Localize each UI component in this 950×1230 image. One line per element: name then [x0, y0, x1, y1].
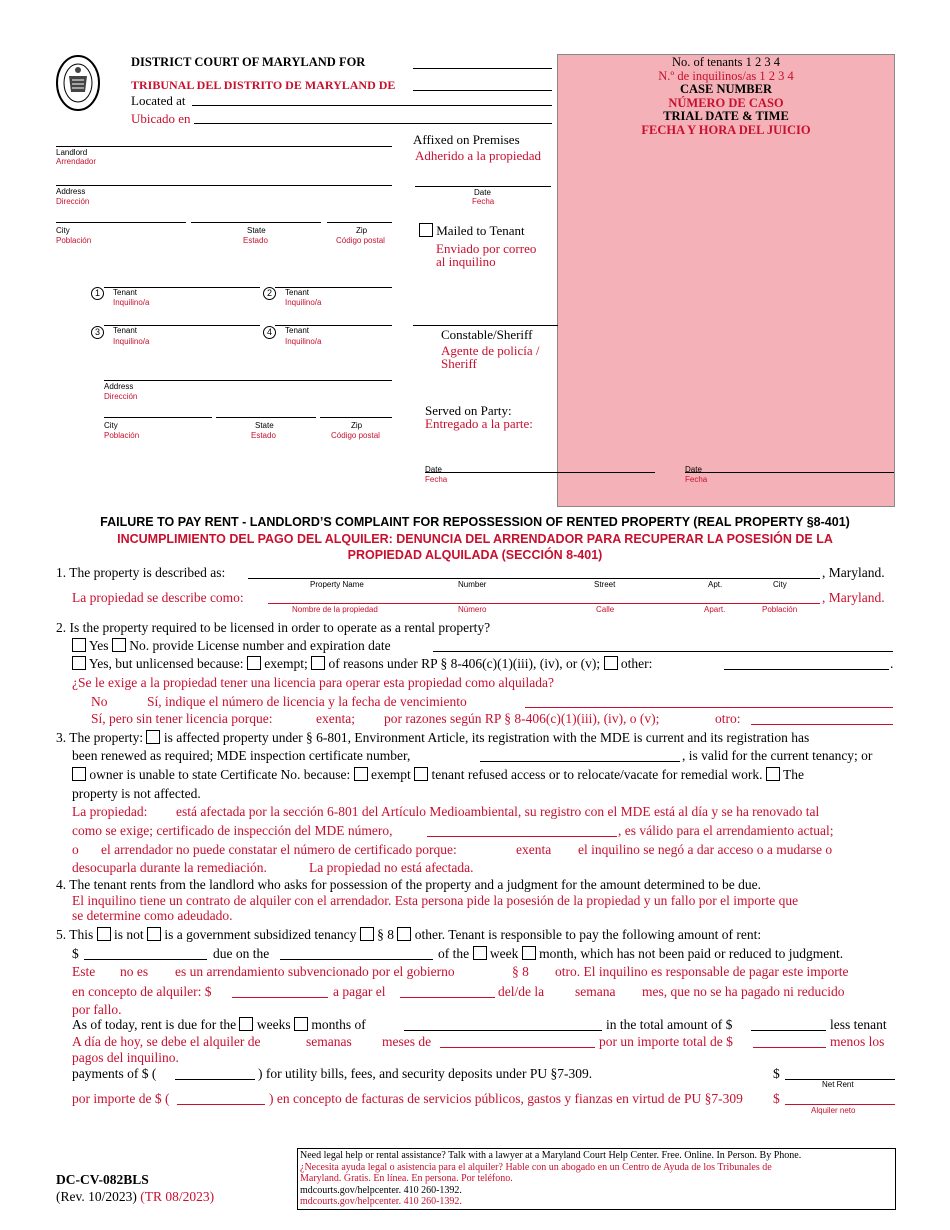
landlord-state-line[interactable] — [191, 222, 321, 223]
q5-today: As of today, rent is due for the — [72, 1017, 237, 1032]
mailed-row[interactable] — [419, 223, 525, 239]
court-county-line-es — [413, 90, 552, 91]
q2-exempt-checkbox[interactable] — [247, 656, 261, 670]
constable-label-en: Constable/Sheriff — [441, 327, 533, 342]
q3-es-2a: como se exige; certificado de inspección del MDE número, — [72, 823, 393, 838]
trial-date-label-en: TRIAL DATE & TIME — [663, 109, 789, 123]
q3-es-2b: , es válido para el arrendamiento actual; — [618, 823, 834, 838]
q2-other-checkbox[interactable] — [604, 656, 618, 670]
landlord-city-es: Población — [56, 236, 92, 245]
q5-net-dollar-es: $ — [773, 1091, 780, 1106]
rent-amount-line[interactable] — [84, 959, 207, 960]
tenant-1-label-es: Inquilino/a — [113, 298, 150, 307]
tenant-4-number: 4 — [263, 326, 276, 339]
q3-row-3 — [72, 767, 804, 783]
q5-total: in the total amount of $ — [606, 1017, 733, 1032]
tenant-zip-es: Código postal — [331, 431, 380, 440]
q3-owner-unable-checkbox[interactable] — [72, 767, 86, 781]
case-number-label-es: NÚMERO DE CASO — [668, 95, 784, 110]
tenant-3-label-es: Inquilino/a — [113, 337, 150, 346]
landlord-address-en: Address — [56, 187, 86, 196]
q3-label-g: tenant refused access or to relocate/vacate for remedial work. — [431, 767, 763, 782]
located-line[interactable] — [192, 105, 552, 106]
q5-is-a-checkbox[interactable] — [147, 927, 161, 941]
q1-label-es: La propiedad se describe como: — [72, 590, 244, 605]
q1-maryland-en: , Maryland. — [822, 565, 885, 580]
affixed-date-es: Fecha — [472, 197, 495, 206]
months-of-line[interactable] — [404, 1030, 602, 1031]
q4-label-es-1: El inquilino tiene un contrato de alquiler con el arrendador. Esta persona pide la posesión de la propiedad y un fallo por el importe que — [72, 893, 799, 908]
months-of-line-es — [440, 1047, 595, 1048]
property-description-line-es — [268, 603, 820, 604]
apt-es: Apart. — [704, 605, 726, 614]
number-en: Number — [458, 580, 487, 589]
q5-s8: § 8 — [377, 927, 394, 942]
property-description-line[interactable] — [248, 578, 820, 579]
q3-label-i: property is not affected. — [72, 786, 201, 801]
q2-es-si: Sí, indique el número de licencia y la fecha de vencimiento — [147, 694, 467, 709]
number-es: Número — [458, 605, 487, 614]
landlord-zip-line[interactable] — [327, 222, 392, 223]
served-date-line-2[interactable] — [685, 472, 894, 473]
tenant-state-line[interactable] — [216, 417, 316, 418]
served-date-2-en: Date — [685, 465, 702, 474]
trial-date-label-es: FECHA Y HORA DEL JUICIO — [641, 122, 811, 137]
q3-label-e: owner is unable to state Certificate No. because: — [89, 767, 351, 782]
form-tr: (TR 08/2023) — [140, 1189, 215, 1204]
located-label-es: Ubicado en — [131, 111, 191, 126]
landlord-label-es: Arrendador — [56, 157, 97, 166]
q5-is-not: is not — [114, 927, 144, 942]
property-name-es: Nombre de la propiedad — [292, 605, 378, 614]
tenant-3-number: 3 — [91, 326, 104, 339]
mailed-label-es-2: al inquilino — [436, 254, 496, 269]
q5-payments: payments of $ ( — [72, 1066, 157, 1081]
help-url-en[interactable]: mdcourts.gov/helpcenter. 410 260-1392. — [300, 1184, 462, 1196]
served-label-es: Entregado a la parte: — [425, 416, 533, 431]
tenant-4-label-en: Tenant — [285, 326, 310, 335]
q5-es-del: del/de la — [498, 984, 545, 999]
q5-es-menos: menos los — [830, 1034, 885, 1049]
served-date-line-1[interactable] — [425, 472, 655, 473]
q2-row-1 — [72, 638, 391, 654]
tenant-address-en: Address — [104, 382, 134, 391]
q3-refused-checkbox[interactable] — [414, 767, 428, 781]
q3-es-3d: el inquilino se negó a dar acceso o a mudarse o — [578, 842, 833, 857]
court-county-line[interactable] — [413, 68, 552, 69]
q5-utility: ) for utility bills, fees, and security deposits under PU §7-309. — [258, 1066, 593, 1081]
property-name-en: Property Name — [310, 580, 364, 589]
license-number-line[interactable] — [433, 651, 893, 652]
served-label-en: Served on Party: — [425, 403, 512, 418]
q5-es-pagar: a pagar el — [333, 984, 386, 999]
affixed-date-en: Date — [474, 188, 491, 197]
affixed-label-en: Affixed on Premises — [413, 132, 520, 147]
q2-label-es: ¿Se le exige a la propiedad tener una licencia para operar esta propiedad como alquilada? — [72, 675, 555, 690]
q5-s8-checkbox[interactable] — [360, 927, 374, 941]
rent-due-day-line[interactable] — [280, 959, 433, 960]
q5-week-checkbox[interactable] — [473, 946, 487, 960]
q5-due-on: due on the — [213, 946, 270, 961]
tenants-count-en: No. of tenants 1 2 3 4 — [672, 55, 780, 69]
q5-row-2b — [438, 946, 843, 962]
total-amount-line[interactable] — [751, 1030, 826, 1031]
help-text-en: Need legal help or rental assistance? Talk with a lawyer at a Maryland Court Help Center. Free. Online. In Person. By Phone. — [300, 1150, 802, 1161]
tenant-address-line[interactable] — [104, 380, 392, 381]
court-title-es: TRIBUNAL DEL DISTRITO DE MARYLAND DE — [131, 78, 396, 92]
q2-period: . — [890, 656, 894, 671]
q2-label-en: 2. Is the property required to be licensed in order to operate as a rental property? — [56, 620, 491, 635]
q5-row-today — [72, 1017, 366, 1033]
net-rent-label-es: Alquiler neto — [811, 1106, 856, 1115]
q5-weeks-checkbox[interactable] — [239, 1017, 253, 1031]
q2-yes-label: Yes — [88, 638, 109, 653]
form-number: DC-CV-082BLS — [56, 1172, 149, 1187]
q5-month-checkbox[interactable] — [522, 946, 536, 960]
q2-es-otro: otro: — [715, 711, 741, 726]
rent-due-day-line-es — [400, 997, 495, 998]
q3-es-3c: exenta — [516, 842, 552, 857]
q5-es-porimporte: por importe de $ ( — [72, 1091, 170, 1106]
q5-is-not-checkbox[interactable] — [97, 927, 111, 941]
q2-yes-checkbox[interactable] — [72, 638, 86, 652]
rent-amount-line-es — [232, 997, 328, 998]
tenant-payments-line-es — [177, 1104, 265, 1105]
q5-week: week — [489, 946, 519, 961]
tenants-count-es: N.º de inquilinos/as 1 2 3 4 — [658, 68, 794, 83]
form-revision — [56, 1189, 214, 1205]
q2-no-checkbox[interactable] — [112, 638, 126, 652]
tenant-city-es: Población — [104, 431, 140, 440]
net-rent-label-en: Net Rent — [822, 1080, 854, 1089]
city-es: Población — [762, 605, 798, 614]
constable-label-es-1: Agente de policía / — [441, 343, 540, 358]
q2-other-line[interactable] — [724, 669, 889, 670]
q5-es-importe: por un importe total de $ — [599, 1034, 733, 1049]
help-url-es[interactable]: mdcourts.gov/helpcenter. 410 260-1392. — [300, 1196, 462, 1207]
q3-row-1 — [56, 730, 809, 746]
q5-es-dia: A día de hoy, se debe el alquiler de — [72, 1034, 261, 1049]
tenant-address-es: Dirección — [104, 392, 138, 401]
q1-maryland-es: , Maryland. — [822, 590, 885, 605]
q5-es-fallo: por fallo. — [72, 1002, 122, 1017]
tenant-2-label-en: Tenant — [285, 288, 310, 297]
landlord-address-line[interactable] — [56, 185, 392, 186]
q5-month: month, which has not been paid or reduced to judgment. — [539, 946, 844, 961]
q5-es-otro: otro. El inquilino es responsable de pagar este importe — [555, 964, 849, 979]
q3-label-f: exempt — [371, 767, 411, 782]
tenant-city-line[interactable] — [104, 417, 212, 418]
q2-other-label: other: — [620, 656, 653, 671]
mde-certificate-line[interactable] — [480, 761, 680, 762]
q2-exempt-label: exempt; — [264, 656, 308, 671]
q3-es-3b: el arrendador no puede constatar el número de certificado porque: — [101, 842, 457, 857]
q5-weeks: weeks — [256, 1017, 291, 1032]
q5-is-a: is a government subsidized tenancy — [164, 927, 357, 942]
tenant-zip-line[interactable] — [320, 417, 392, 418]
net-rent-line-es — [785, 1104, 895, 1105]
tenant-payments-line[interactable] — [175, 1079, 255, 1080]
court-title-en: DISTRICT COURT OF MARYLAND FOR — [131, 55, 366, 69]
q5-es-mes: mes, que no se ha pagado ni reducido — [642, 984, 845, 999]
landlord-state-es: Estado — [243, 236, 268, 245]
city-en: City — [773, 580, 787, 589]
landlord-city-en: City — [56, 226, 70, 235]
constable-line[interactable] — [413, 325, 558, 326]
q5-other: other. Tenant is responsible to pay the following amount of rent: — [414, 927, 762, 942]
form-title-es-2: PROPIEDAD ALQUILADA (SECCIÓN 8-401) — [347, 548, 603, 562]
tenant-state-es: Estado — [251, 431, 276, 440]
form-title-es-1: INCUMPLIMIENTO DEL PAGO DEL ALQUILER: DENUNCIA DEL ARRENDADOR PARA RECUPERAR LA POSESIÓN DE LA — [117, 532, 833, 546]
q3-not-affected-checkbox[interactable] — [766, 767, 780, 781]
q2-reasons-label: of reasons under RP § 8-406(c)(1)(iii), (iv), or (v); — [328, 656, 601, 671]
q5-row-1 — [56, 927, 761, 943]
license-number-line-es — [525, 707, 893, 708]
street-es: Calle — [596, 605, 615, 614]
q3-es-4b: La propiedad no está afectada. — [309, 860, 474, 875]
tenant-1-label-en: Tenant — [113, 288, 138, 297]
q3-label-d: , is valid for the current tenancy; or — [682, 748, 873, 763]
served-date-2-es: Fecha — [685, 475, 708, 484]
q2-other-line-es — [751, 724, 893, 725]
q2-es-no: No — [91, 694, 108, 709]
tenant-1-number: 1 — [91, 287, 104, 300]
q3-es-3a: o — [72, 842, 79, 857]
q2-es-razones: por razones según RP § 8-406(c)(1)(iii), (iv), o (v); — [384, 711, 660, 726]
q2-no-label: No. provide License number and expiration date — [129, 638, 391, 653]
mde-certificate-line-es — [427, 836, 617, 837]
q5-of-the: of the — [438, 946, 470, 961]
mailed-label-en: Mailed to Tenant — [436, 223, 525, 238]
located-label-en: Located at — [131, 93, 186, 108]
q5-es-facturas: ) en concepto de facturas de servicios públicos, gastos y fianzas en virtud de PU §7-309 — [269, 1091, 743, 1106]
landlord-label-en: Landlord — [56, 148, 88, 157]
case-info-box[interactable] — [557, 54, 895, 507]
q3-affected-checkbox[interactable] — [146, 730, 160, 744]
landlord-address-es: Dirección — [56, 197, 90, 206]
q3-es-1b: está afectada por la sección 6-801 del Artículo Medioambiental, su registro con el MDE está al día y se ha renovado tal — [176, 804, 820, 819]
q1-label-en: 1. The property is described as: — [56, 565, 226, 580]
mailed-label-es-1: Enviado por correo — [436, 241, 537, 256]
q4-label-en: 4. The tenant rents from the landlord who asks for possession of the property and a judgment for the amount determined to be due. — [56, 877, 761, 892]
q2-row-2 — [72, 656, 652, 672]
help-text-es-2: Maryland. Gratis. En línea. En persona. Por teléfono. — [300, 1173, 513, 1184]
affixed-date-line[interactable] — [415, 186, 551, 187]
q5-es-es: es un arrendamiento subvencionado por el gobierno — [175, 964, 455, 979]
q2-unlicensed-label: Yes, but unlicensed because: — [88, 656, 244, 671]
q5-es-semana: semana — [575, 984, 616, 999]
form-title-en: FAILURE TO PAY RENT - LANDLORD’S COMPLAINT FOR REPOSSESSION OF RENTED PROPERTY (REAL PROPERTY §8-401) — [100, 515, 850, 529]
tenant-3-label-en: Tenant — [113, 326, 138, 335]
q3-label-b: is affected property under § 6-801, Environment Article, its registration with the MDE is current and its registration has — [163, 730, 810, 745]
landlord-zip-en: Zip — [356, 226, 368, 235]
q5-es-concepto: en concepto de alquiler: $ — [72, 984, 212, 999]
q3-label-h: The — [783, 767, 805, 782]
q3-es-1a: La propiedad: — [72, 804, 148, 819]
q5-es-pagos: pagos del inquilino. — [72, 1050, 179, 1065]
q3-es-4a: desocuparla durante la remediación. — [72, 860, 267, 875]
q2-es-sin: Sí, pero sin tener licencia porque: — [91, 711, 273, 726]
court-seal — [55, 54, 101, 112]
q2-reasons-checkbox[interactable] — [311, 656, 325, 670]
help-center-box — [297, 1148, 896, 1210]
q4-label-es-2: se determine como adeudado. — [72, 908, 233, 923]
q5-es-semanas: semanas — [306, 1034, 352, 1049]
q5-this: 5. This — [56, 927, 94, 942]
tenant-2-label-es: Inquilino/a — [285, 298, 322, 307]
tenant-state-en: State — [255, 421, 274, 430]
q5-es-meses: meses de — [382, 1034, 432, 1049]
total-amount-line-es — [753, 1047, 826, 1048]
q2-unlicensed-checkbox[interactable] — [72, 656, 86, 670]
form-rev: (Rev. 10/2023) — [56, 1189, 137, 1204]
tenant-zip-en: Zip — [351, 421, 363, 430]
q5-net-dollar: $ — [773, 1066, 780, 1081]
q3-label-a: 3. The property: — [56, 730, 144, 745]
street-en: Street — [594, 580, 616, 589]
affixed-label-es: Adherido a la propiedad — [415, 148, 541, 163]
tenant-4-label-es: Inquilino/a — [285, 337, 322, 346]
tenant-2-number: 2 — [263, 287, 276, 300]
mailed-checkbox[interactable] — [419, 223, 433, 237]
case-number-label-en: CASE NUMBER — [679, 82, 773, 96]
q5-months-of: months of — [311, 1017, 366, 1032]
q5-less: less tenant — [830, 1017, 887, 1032]
constable-label-es-2: Sheriff — [441, 356, 477, 371]
landlord-zip-es: Código postal — [336, 236, 385, 245]
q5-es-este: Este — [72, 964, 96, 979]
served-date-1-en: Date — [425, 465, 442, 474]
apt-en: Apt. — [708, 580, 723, 589]
served-date-1-es: Fecha — [425, 475, 448, 484]
help-text-es-1: ¿Necesita ayuda legal o asistencia para el alquiler? Hable con un abogado en un Centro de Ayuda de los Tribunales de — [300, 1161, 772, 1173]
q5-months-checkbox[interactable] — [294, 1017, 308, 1031]
q3-exempt-checkbox[interactable] — [354, 767, 368, 781]
q5-es-no: no es — [120, 964, 149, 979]
located-line-es — [194, 123, 552, 124]
q5-other-checkbox[interactable] — [397, 927, 411, 941]
tenant-city-en: City — [104, 421, 118, 430]
q3-label-c: been renewed as required; MDE inspection certificate number, — [72, 748, 411, 763]
q2-es-exenta: exenta; — [316, 711, 355, 726]
landlord-city-line[interactable] — [56, 222, 186, 223]
q5-dollar: $ — [72, 946, 79, 961]
q5-es-s8: § 8 — [512, 964, 529, 979]
landlord-line[interactable] — [56, 146, 392, 147]
landlord-state-en: State — [247, 226, 266, 235]
